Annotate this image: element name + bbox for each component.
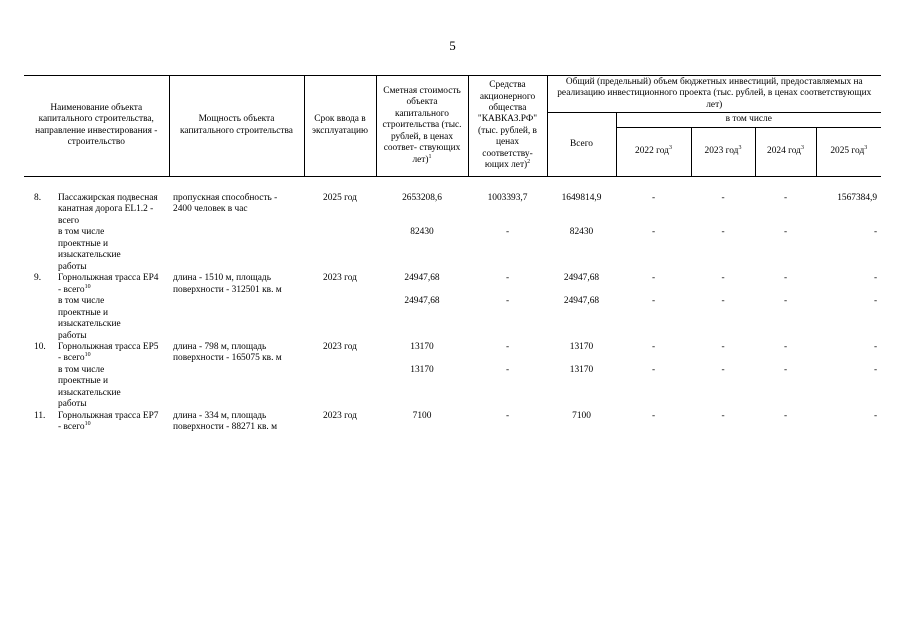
header-cost: Сметная стоимость объекта капитального строительства (тыс. рублей, в ценах соответ- ствующих лет)$^1$ (376, 76, 468, 177)
header-year-2022: 2022 год$^3$ (616, 127, 691, 176)
header-total-group: Общий (предельный) объем бюджетных инвестиций, предоставляемых на реализацию инвестиционного проекта (тыс. рублей, в ценах соответствующих лет) (547, 76, 881, 113)
header-funds: Средства акционерного общества "КАВКАЗ.РФ" (тыс. рублей, в ценах соответству- ющих лет)$^2$ (468, 76, 547, 177)
header-total: Всего (547, 113, 616, 176)
row-capacity (169, 296, 304, 342)
row-year-2024: - (783, 296, 788, 307)
row-term (304, 296, 376, 342)
row-total: 1649814,9 (561, 192, 602, 203)
row-year-2022: - (651, 273, 656, 284)
header-capacity: Мощность объекта капитального строительства (169, 76, 304, 177)
header-year-2023: 2023 год$^3$ (691, 127, 755, 176)
row-term: 2023 год (323, 341, 357, 352)
row-name-cell (24, 365, 169, 411)
row-funds: - (505, 364, 510, 375)
table-row (24, 342, 881, 365)
row-cost: 13170 (410, 341, 434, 352)
row-number: 10. (34, 341, 46, 352)
row-capacity: длина - 798 м, площадь поверхности - 165075 кв. м (173, 341, 282, 364)
row-year-2022: - (651, 341, 656, 352)
row-name-cell (24, 273, 169, 296)
row-year-2023: - (721, 227, 725, 238)
header-year-2025: 2025 год$^3$ (816, 127, 881, 176)
row-total: 7100 (572, 410, 591, 421)
row-capacity (169, 227, 304, 273)
row-capacity: длина - 334 м, площадь поверхности - 88271 кв. м (173, 410, 278, 433)
row-year-2023: - (721, 296, 725, 307)
row-year-2025: 1567384,9 (837, 192, 878, 203)
row-year-2023: - (721, 273, 725, 284)
row-term: 2025 год (323, 192, 357, 203)
row-name-cell (24, 227, 169, 273)
row-name: Горнолыжная трасса EP4 - всего$^{10}$ (58, 273, 159, 295)
row-cost: 24947,68 (404, 273, 440, 284)
row-name: Горнолыжная трасса EP5 - всего$^{10}$ (58, 341, 159, 364)
row-subitem-name: в том числе проектные и изыскательские работы (58, 364, 121, 410)
row-term: 2023 год (323, 410, 357, 421)
row-term: 2023 год (323, 273, 357, 284)
row-year-2025: - (873, 273, 878, 284)
page-number: 5 (449, 38, 456, 53)
row-cost: 2653208,6 (402, 192, 442, 203)
row-funds: - (505, 296, 510, 307)
row-year-2022: - (651, 364, 656, 375)
row-year-2022: - (651, 410, 656, 421)
row-funds: - (505, 273, 510, 284)
row-capacity: пропускная способность - 2400 человек в час (173, 192, 278, 215)
row-term (304, 365, 376, 411)
row-number: 9. (34, 273, 42, 284)
row-name-cell (24, 342, 169, 365)
row-total: 13170 (569, 341, 594, 352)
header-term: Срок ввода в эксплуатацию (304, 76, 376, 177)
table-header (24, 76, 881, 177)
row-subitem-name: в том числе проектные и изыскательские работы (58, 296, 121, 341)
row-name-cell (24, 296, 169, 342)
row-year-2025: - (873, 227, 878, 238)
row-year-2022: - (651, 227, 656, 238)
table-row (24, 296, 881, 342)
row-year-2025: - (873, 410, 878, 421)
row-year-2023: - (721, 192, 725, 203)
row-total: 24947,68 (563, 296, 600, 307)
row-year-2024: - (783, 273, 788, 284)
row-cost: 13170 (410, 364, 434, 375)
row-name: Пассажирская подвесная канатная дорога EL1.2 - всего (58, 192, 158, 226)
row-year-2023: - (721, 341, 725, 352)
row-year-2022: - (651, 296, 656, 307)
table-body (24, 176, 881, 433)
table-row (24, 227, 881, 273)
row-number: 11. (34, 410, 46, 421)
table-row (24, 411, 881, 434)
row-cost: 24947,68 (404, 296, 440, 307)
table-row (24, 273, 881, 296)
row-year-2024: - (783, 227, 788, 238)
row-year-2022: - (651, 192, 656, 203)
header-name: Наименование объекта капитального строительства, направление инвестирования - строительство (24, 76, 169, 177)
row-year-2024: - (783, 364, 788, 375)
row-total: 82430 (569, 227, 594, 238)
row-name-cell (24, 411, 169, 434)
row-total: 13170 (569, 364, 594, 375)
row-name-cell (24, 193, 169, 227)
row-year-2025: - (873, 364, 878, 375)
row-year-2024: - (783, 192, 788, 203)
table-row (24, 193, 881, 227)
row-year-2023: - (721, 410, 725, 421)
row-capacity (169, 365, 304, 411)
row-subitem-name: в том числе проектные и изыскательские работы (58, 227, 121, 272)
row-funds: - (505, 227, 510, 238)
row-name: Горнолыжная трасса EP7 - всего$^{10}$ (58, 410, 159, 433)
header-year-2024: 2024 год$^3$ (755, 127, 816, 176)
row-year-2024: - (783, 410, 788, 421)
row-cost: 82430 (410, 227, 434, 238)
row-year-2025: - (873, 341, 878, 352)
row-capacity: длина - 1510 м, площадь поверхности - 312501 кв. м (173, 273, 282, 295)
row-year-2023: - (721, 364, 725, 375)
row-year-2024: - (783, 341, 788, 352)
investment-table (24, 75, 881, 434)
row-funds: 1003393,7 (487, 192, 528, 203)
row-year-2025: - (873, 296, 878, 307)
row-funds: - (505, 341, 510, 352)
row-funds: - (505, 410, 510, 421)
table-row (24, 365, 881, 411)
row-term (304, 227, 376, 273)
row-number: 8. (34, 192, 42, 203)
row-total: 24947,68 (563, 273, 600, 284)
header-including: в том числе (616, 113, 881, 127)
row-cost: 7100 (412, 410, 432, 421)
